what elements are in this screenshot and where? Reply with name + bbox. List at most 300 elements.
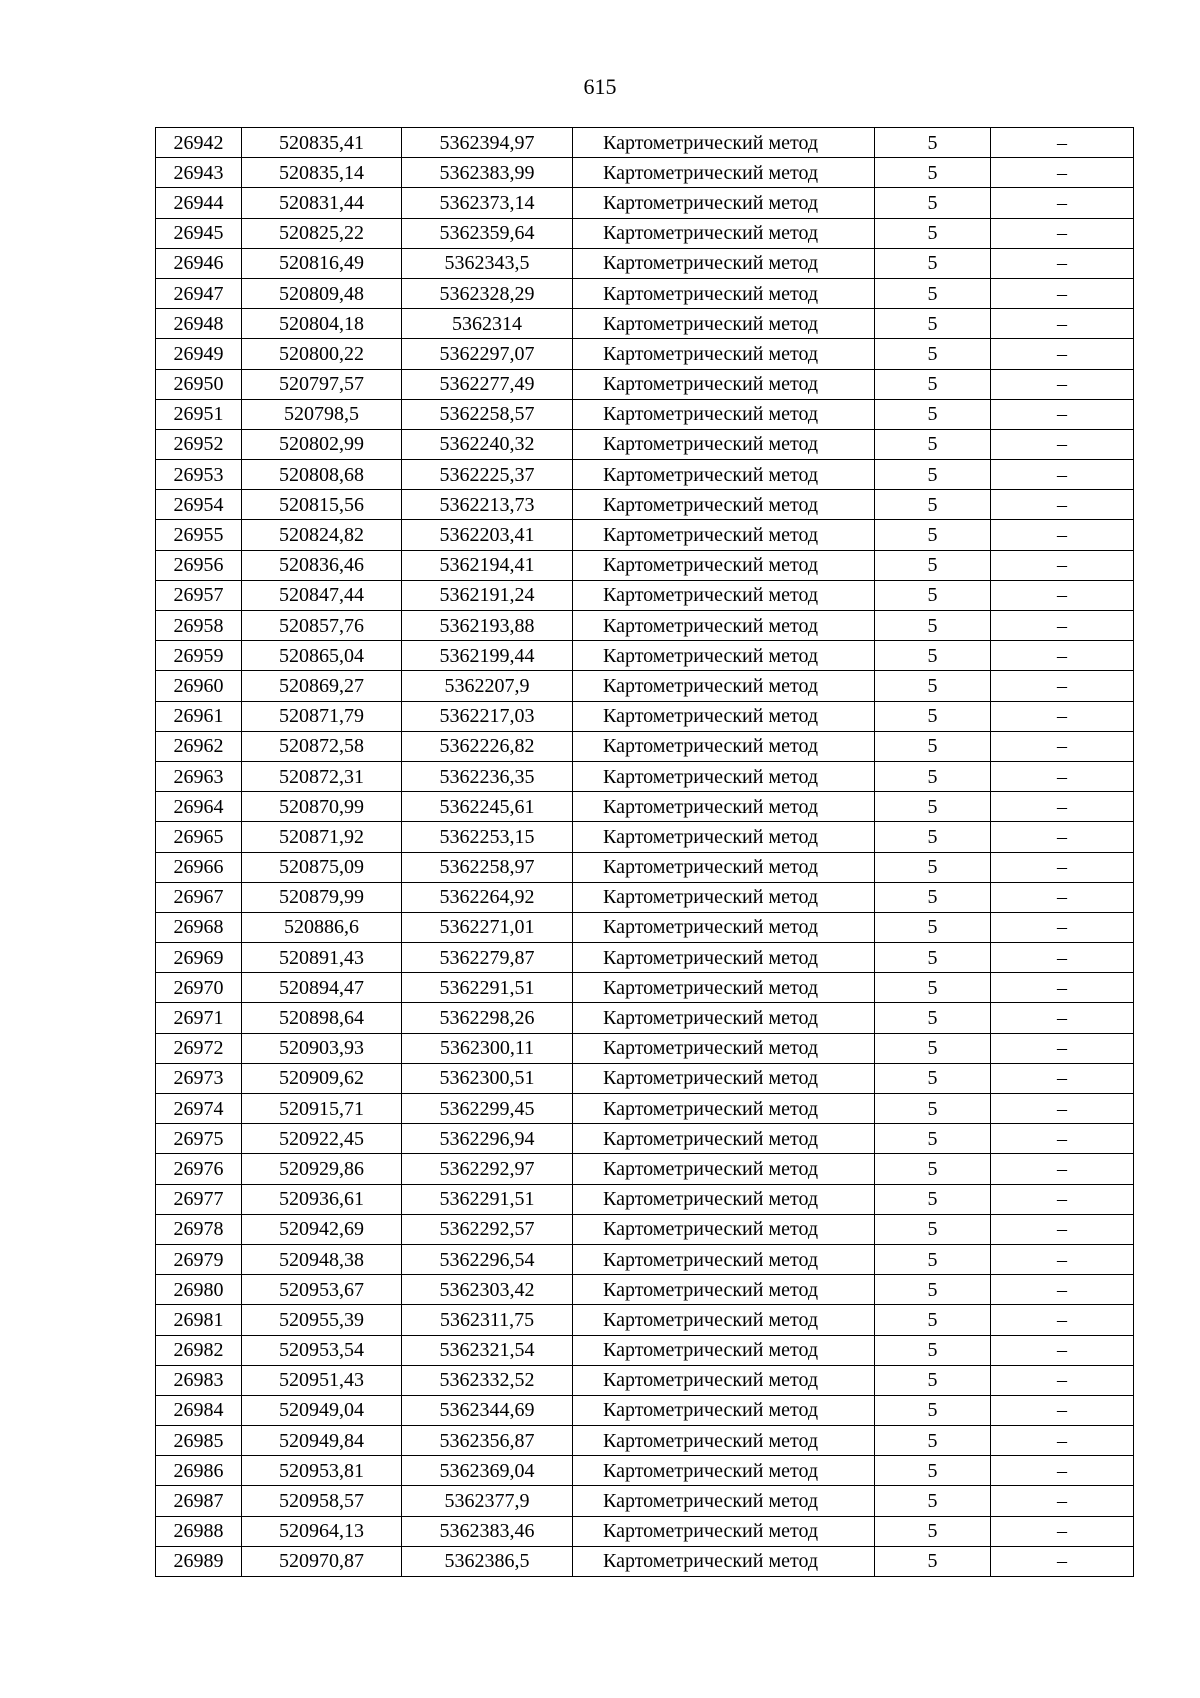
y-coordinate-cell: 5362299,45	[402, 1094, 573, 1124]
y-coordinate-cell: 5362303,42	[402, 1275, 573, 1305]
table-row	[156, 460, 1134, 490]
accuracy-cell: 5	[875, 1003, 991, 1033]
point-number-cell: 26963	[156, 761, 242, 791]
note-cell: –	[991, 1456, 1134, 1486]
method-cell: Картометрический метод	[573, 1244, 875, 1274]
note-cell: –	[991, 339, 1134, 369]
table-row	[156, 1426, 1134, 1456]
method-cell: Картометрический метод	[573, 369, 875, 399]
table-row	[156, 1244, 1134, 1274]
point-number-cell: 26975	[156, 1124, 242, 1154]
x-coordinate-cell: 520929,86	[242, 1154, 402, 1184]
accuracy-cell: 5	[875, 1516, 991, 1546]
accuracy-cell: 5	[875, 1426, 991, 1456]
accuracy-cell: 5	[875, 429, 991, 459]
table-row	[156, 399, 1134, 429]
method-cell: Картометрический метод	[573, 1003, 875, 1033]
y-coordinate-cell: 5362383,99	[402, 158, 573, 188]
accuracy-cell: 5	[875, 580, 991, 610]
point-number-cell: 26983	[156, 1365, 242, 1395]
y-coordinate-cell: 5362292,57	[402, 1214, 573, 1244]
method-cell: Картометрический метод	[573, 1094, 875, 1124]
x-coordinate-cell: 520871,79	[242, 701, 402, 731]
point-number-cell: 26973	[156, 1063, 242, 1093]
note-cell: –	[991, 520, 1134, 550]
table-row	[156, 550, 1134, 580]
x-coordinate-cell: 520879,99	[242, 882, 402, 912]
accuracy-cell: 5	[875, 912, 991, 942]
method-cell: Картометрический метод	[573, 429, 875, 459]
x-coordinate-cell: 520903,93	[242, 1033, 402, 1063]
table-row	[156, 1546, 1134, 1576]
method-cell: Картометрический метод	[573, 188, 875, 218]
note-cell: –	[991, 1395, 1134, 1425]
method-cell: Картометрический метод	[573, 1124, 875, 1154]
point-number-cell: 26982	[156, 1335, 242, 1365]
point-number-cell: 26961	[156, 701, 242, 731]
accuracy-cell: 5	[875, 1154, 991, 1184]
x-coordinate-cell: 520847,44	[242, 580, 402, 610]
x-coordinate-cell: 520942,69	[242, 1214, 402, 1244]
note-cell: –	[991, 973, 1134, 1003]
x-coordinate-cell: 520808,68	[242, 460, 402, 490]
y-coordinate-cell: 5362369,04	[402, 1456, 573, 1486]
note-cell: –	[991, 1305, 1134, 1335]
accuracy-cell: 5	[875, 1094, 991, 1124]
y-coordinate-cell: 5362213,73	[402, 490, 573, 520]
y-coordinate-cell: 5362343,5	[402, 248, 573, 278]
point-number-cell: 26972	[156, 1033, 242, 1063]
table-row	[156, 792, 1134, 822]
note-cell: –	[991, 1063, 1134, 1093]
y-coordinate-cell: 5362236,35	[402, 761, 573, 791]
point-number-cell: 26952	[156, 429, 242, 459]
y-coordinate-cell: 5362300,11	[402, 1033, 573, 1063]
accuracy-cell: 5	[875, 973, 991, 1003]
x-coordinate-cell: 520831,44	[242, 188, 402, 218]
method-cell: Картометрический метод	[573, 218, 875, 248]
accuracy-cell: 5	[875, 792, 991, 822]
accuracy-cell: 5	[875, 1365, 991, 1395]
point-number-cell: 26942	[156, 128, 242, 158]
accuracy-cell: 5	[875, 1546, 991, 1576]
x-coordinate-cell: 520816,49	[242, 248, 402, 278]
table-row	[156, 761, 1134, 791]
table-row	[156, 1154, 1134, 1184]
note-cell: –	[991, 731, 1134, 761]
note-cell: –	[991, 943, 1134, 973]
note-cell: –	[991, 278, 1134, 308]
method-cell: Картометрический метод	[573, 1546, 875, 1576]
y-coordinate-cell: 5362321,54	[402, 1335, 573, 1365]
accuracy-cell: 5	[875, 1124, 991, 1154]
y-coordinate-cell: 5362191,24	[402, 580, 573, 610]
table-row	[156, 520, 1134, 550]
method-cell: Картометрический метод	[573, 1426, 875, 1456]
x-coordinate-cell: 520949,04	[242, 1395, 402, 1425]
point-number-cell: 26946	[156, 248, 242, 278]
x-coordinate-cell: 520951,43	[242, 1365, 402, 1395]
x-coordinate-cell: 520964,13	[242, 1516, 402, 1546]
table-row	[156, 188, 1134, 218]
accuracy-cell: 5	[875, 460, 991, 490]
note-cell: –	[991, 1003, 1134, 1033]
method-cell: Картометрический метод	[573, 128, 875, 158]
accuracy-cell: 5	[875, 520, 991, 550]
note-cell: –	[991, 671, 1134, 701]
table-row	[156, 671, 1134, 701]
page-number: 615	[583, 74, 617, 99]
x-coordinate-cell: 520970,87	[242, 1546, 402, 1576]
x-coordinate-cell: 520871,92	[242, 822, 402, 852]
note-cell: –	[991, 1184, 1134, 1214]
y-coordinate-cell: 5362291,51	[402, 1184, 573, 1214]
point-number-cell: 26953	[156, 460, 242, 490]
note-cell: –	[991, 1335, 1134, 1365]
note-cell: –	[991, 701, 1134, 731]
point-number-cell: 26962	[156, 731, 242, 761]
point-number-cell: 26970	[156, 973, 242, 1003]
x-coordinate-cell: 520824,82	[242, 520, 402, 550]
accuracy-cell: 5	[875, 1214, 991, 1244]
point-number-cell: 26974	[156, 1094, 242, 1124]
accuracy-cell: 5	[875, 188, 991, 218]
accuracy-cell: 5	[875, 550, 991, 580]
y-coordinate-cell: 5362264,92	[402, 882, 573, 912]
point-number-cell: 26980	[156, 1275, 242, 1305]
point-number-cell: 26955	[156, 520, 242, 550]
note-cell: –	[991, 550, 1134, 580]
x-coordinate-cell: 520798,5	[242, 399, 402, 429]
table-row	[156, 278, 1134, 308]
y-coordinate-cell: 5362292,97	[402, 1154, 573, 1184]
y-coordinate-cell: 5362291,51	[402, 973, 573, 1003]
method-cell: Картометрический метод	[573, 1184, 875, 1214]
accuracy-cell: 5	[875, 490, 991, 520]
table-row	[156, 490, 1134, 520]
accuracy-cell: 5	[875, 369, 991, 399]
x-coordinate-cell: 520875,09	[242, 852, 402, 882]
point-number-cell: 26979	[156, 1244, 242, 1274]
accuracy-cell: 5	[875, 701, 991, 731]
y-coordinate-cell: 5362311,75	[402, 1305, 573, 1335]
x-coordinate-cell: 520869,27	[242, 671, 402, 701]
accuracy-cell: 5	[875, 1305, 991, 1335]
accuracy-cell: 5	[875, 641, 991, 671]
x-coordinate-cell: 520870,99	[242, 792, 402, 822]
accuracy-cell: 5	[875, 1395, 991, 1425]
accuracy-cell: 5	[875, 852, 991, 882]
point-number-cell: 26951	[156, 399, 242, 429]
accuracy-cell: 5	[875, 1244, 991, 1274]
method-cell: Картометрический метод	[573, 1063, 875, 1093]
note-cell: –	[991, 1154, 1134, 1184]
x-coordinate-cell: 520815,56	[242, 490, 402, 520]
point-number-cell: 26986	[156, 1456, 242, 1486]
method-cell: Картометрический метод	[573, 943, 875, 973]
y-coordinate-cell: 5362296,94	[402, 1124, 573, 1154]
note-cell: –	[991, 1546, 1134, 1576]
note-cell: –	[991, 429, 1134, 459]
method-cell: Картометрический метод	[573, 1033, 875, 1063]
x-coordinate-cell: 520802,99	[242, 429, 402, 459]
method-cell: Картометрический метод	[573, 973, 875, 1003]
y-coordinate-cell: 5362356,87	[402, 1426, 573, 1456]
note-cell: –	[991, 309, 1134, 339]
accuracy-cell: 5	[875, 399, 991, 429]
accuracy-cell: 5	[875, 671, 991, 701]
accuracy-cell: 5	[875, 248, 991, 278]
point-number-cell: 26959	[156, 641, 242, 671]
point-number-cell: 26950	[156, 369, 242, 399]
table-row	[156, 611, 1134, 641]
point-number-cell: 26981	[156, 1305, 242, 1335]
method-cell: Картометрический метод	[573, 641, 875, 671]
accuracy-cell: 5	[875, 1335, 991, 1365]
y-coordinate-cell: 5362245,61	[402, 792, 573, 822]
table-row	[156, 822, 1134, 852]
note-cell: –	[991, 369, 1134, 399]
method-cell: Картометрический метод	[573, 611, 875, 641]
method-cell: Картометрический метод	[573, 852, 875, 882]
point-number-cell: 26976	[156, 1154, 242, 1184]
x-coordinate-cell: 520836,46	[242, 550, 402, 580]
y-coordinate-cell: 5362298,26	[402, 1003, 573, 1033]
point-number-cell: 26984	[156, 1395, 242, 1425]
accuracy-cell: 5	[875, 611, 991, 641]
note-cell: –	[991, 882, 1134, 912]
x-coordinate-cell: 520797,57	[242, 369, 402, 399]
method-cell: Картометрический метод	[573, 1456, 875, 1486]
y-coordinate-cell: 5362253,15	[402, 822, 573, 852]
method-cell: Картометрический метод	[573, 158, 875, 188]
note-cell: –	[991, 792, 1134, 822]
x-coordinate-cell: 520922,45	[242, 1124, 402, 1154]
note-cell: –	[991, 641, 1134, 671]
y-coordinate-cell: 5362297,07	[402, 339, 573, 369]
x-coordinate-cell: 520936,61	[242, 1184, 402, 1214]
x-coordinate-cell: 520825,22	[242, 218, 402, 248]
table-row	[156, 1365, 1134, 1395]
x-coordinate-cell: 520835,41	[242, 128, 402, 158]
note-cell: –	[991, 761, 1134, 791]
x-coordinate-cell: 520804,18	[242, 309, 402, 339]
point-number-cell: 26965	[156, 822, 242, 852]
note-cell: –	[991, 490, 1134, 520]
point-number-cell: 26989	[156, 1546, 242, 1576]
point-number-cell: 26977	[156, 1184, 242, 1214]
note-cell: –	[991, 1124, 1134, 1154]
y-coordinate-cell: 5362314	[402, 309, 573, 339]
x-coordinate-cell: 520886,6	[242, 912, 402, 942]
x-coordinate-cell: 520948,38	[242, 1244, 402, 1274]
note-cell: –	[991, 1244, 1134, 1274]
y-coordinate-cell: 5362279,87	[402, 943, 573, 973]
method-cell: Картометрический метод	[573, 701, 875, 731]
method-cell: Картометрический метод	[573, 339, 875, 369]
point-number-cell: 26966	[156, 852, 242, 882]
point-number-cell: 26969	[156, 943, 242, 973]
y-coordinate-cell: 5362240,32	[402, 429, 573, 459]
table-row	[156, 1456, 1134, 1486]
table-row	[156, 158, 1134, 188]
point-number-cell: 26949	[156, 339, 242, 369]
note-cell: –	[991, 1094, 1134, 1124]
table-row	[156, 731, 1134, 761]
coordinates-table-body	[156, 128, 1134, 1577]
method-cell: Картометрический метод	[573, 399, 875, 429]
method-cell: Картометрический метод	[573, 731, 875, 761]
accuracy-cell: 5	[875, 822, 991, 852]
point-number-cell: 26947	[156, 278, 242, 308]
table-row	[156, 218, 1134, 248]
method-cell: Картометрический метод	[573, 1154, 875, 1184]
y-coordinate-cell: 5362226,82	[402, 731, 573, 761]
point-number-cell: 26943	[156, 158, 242, 188]
method-cell: Картометрический метод	[573, 1365, 875, 1395]
method-cell: Картометрический метод	[573, 1516, 875, 1546]
y-coordinate-cell: 5362394,97	[402, 128, 573, 158]
method-cell: Картометрический метод	[573, 520, 875, 550]
table-row	[156, 973, 1134, 1003]
note-cell: –	[991, 1516, 1134, 1546]
table-row	[156, 309, 1134, 339]
table-row	[156, 1184, 1134, 1214]
y-coordinate-cell: 5362193,88	[402, 611, 573, 641]
table-row	[156, 339, 1134, 369]
x-coordinate-cell: 520872,31	[242, 761, 402, 791]
y-coordinate-cell: 5362199,44	[402, 641, 573, 671]
method-cell: Картометрический метод	[573, 792, 875, 822]
note-cell: –	[991, 912, 1134, 942]
point-number-cell: 26944	[156, 188, 242, 218]
note-cell: –	[991, 158, 1134, 188]
x-coordinate-cell: 520835,14	[242, 158, 402, 188]
x-coordinate-cell: 520898,64	[242, 1003, 402, 1033]
y-coordinate-cell: 5362225,37	[402, 460, 573, 490]
method-cell: Картометрический метод	[573, 912, 875, 942]
y-coordinate-cell: 5362203,41	[402, 520, 573, 550]
y-coordinate-cell: 5362258,57	[402, 399, 573, 429]
x-coordinate-cell: 520909,62	[242, 1063, 402, 1093]
x-coordinate-cell: 520809,48	[242, 278, 402, 308]
method-cell: Картометрический метод	[573, 1214, 875, 1244]
note-cell: –	[991, 1486, 1134, 1516]
y-coordinate-cell: 5362377,9	[402, 1486, 573, 1516]
y-coordinate-cell: 5362328,29	[402, 278, 573, 308]
method-cell: Картометрический метод	[573, 882, 875, 912]
y-coordinate-cell: 5362344,69	[402, 1395, 573, 1425]
table-row	[156, 248, 1134, 278]
note-cell: –	[991, 580, 1134, 610]
method-cell: Картометрический метод	[573, 1395, 875, 1425]
y-coordinate-cell: 5362258,97	[402, 852, 573, 882]
method-cell: Картометрический метод	[573, 671, 875, 701]
x-coordinate-cell: 520800,22	[242, 339, 402, 369]
note-cell: –	[991, 1033, 1134, 1063]
method-cell: Картометрический метод	[573, 550, 875, 580]
note-cell: –	[991, 188, 1134, 218]
note-cell: –	[991, 1426, 1134, 1456]
note-cell: –	[991, 822, 1134, 852]
table-row	[156, 1094, 1134, 1124]
y-coordinate-cell: 5362296,54	[402, 1244, 573, 1274]
x-coordinate-cell: 520915,71	[242, 1094, 402, 1124]
table-row	[156, 580, 1134, 610]
y-coordinate-cell: 5362277,49	[402, 369, 573, 399]
method-cell: Картометрический метод	[573, 822, 875, 852]
method-cell: Картометрический метод	[573, 1335, 875, 1365]
point-number-cell: 26967	[156, 882, 242, 912]
table-row	[156, 128, 1134, 158]
point-number-cell: 26957	[156, 580, 242, 610]
table-row	[156, 701, 1134, 731]
x-coordinate-cell: 520958,57	[242, 1486, 402, 1516]
accuracy-cell: 5	[875, 278, 991, 308]
x-coordinate-cell: 520953,67	[242, 1275, 402, 1305]
method-cell: Картометрический метод	[573, 309, 875, 339]
point-number-cell: 26954	[156, 490, 242, 520]
accuracy-cell: 5	[875, 309, 991, 339]
point-number-cell: 26987	[156, 1486, 242, 1516]
x-coordinate-cell: 520953,54	[242, 1335, 402, 1365]
x-coordinate-cell: 520857,76	[242, 611, 402, 641]
table-row	[156, 1516, 1134, 1546]
method-cell: Картометрический метод	[573, 1275, 875, 1305]
table-row	[156, 369, 1134, 399]
point-number-cell: 26945	[156, 218, 242, 248]
method-cell: Картометрический метод	[573, 761, 875, 791]
table-row	[156, 1395, 1134, 1425]
accuracy-cell: 5	[875, 1184, 991, 1214]
method-cell: Картометрический метод	[573, 1486, 875, 1516]
accuracy-cell: 5	[875, 218, 991, 248]
y-coordinate-cell: 5362194,41	[402, 550, 573, 580]
x-coordinate-cell: 520865,04	[242, 641, 402, 671]
y-coordinate-cell: 5362373,14	[402, 188, 573, 218]
table-row	[156, 429, 1134, 459]
x-coordinate-cell: 520894,47	[242, 973, 402, 1003]
y-coordinate-cell: 5362386,5	[402, 1546, 573, 1576]
accuracy-cell: 5	[875, 1456, 991, 1486]
point-number-cell: 26956	[156, 550, 242, 580]
x-coordinate-cell: 520955,39	[242, 1305, 402, 1335]
y-coordinate-cell: 5362383,46	[402, 1516, 573, 1546]
table-row	[156, 1275, 1134, 1305]
accuracy-cell: 5	[875, 882, 991, 912]
table-row	[156, 1124, 1134, 1154]
note-cell: –	[991, 1275, 1134, 1305]
method-cell: Картометрический метод	[573, 460, 875, 490]
note-cell: –	[991, 1365, 1134, 1395]
accuracy-cell: 5	[875, 1033, 991, 1063]
table-row	[156, 1003, 1134, 1033]
accuracy-cell: 5	[875, 943, 991, 973]
table-row	[156, 1033, 1134, 1063]
point-number-cell: 26985	[156, 1426, 242, 1456]
table-row	[156, 943, 1134, 973]
note-cell: –	[991, 1214, 1134, 1244]
table-row	[156, 912, 1134, 942]
y-coordinate-cell: 5362300,51	[402, 1063, 573, 1093]
y-coordinate-cell: 5362207,9	[402, 671, 573, 701]
method-cell: Картометрический метод	[573, 580, 875, 610]
table-row	[156, 1335, 1134, 1365]
note-cell: –	[991, 218, 1134, 248]
x-coordinate-cell: 520872,58	[242, 731, 402, 761]
table-row	[156, 1063, 1134, 1093]
table-row	[156, 882, 1134, 912]
